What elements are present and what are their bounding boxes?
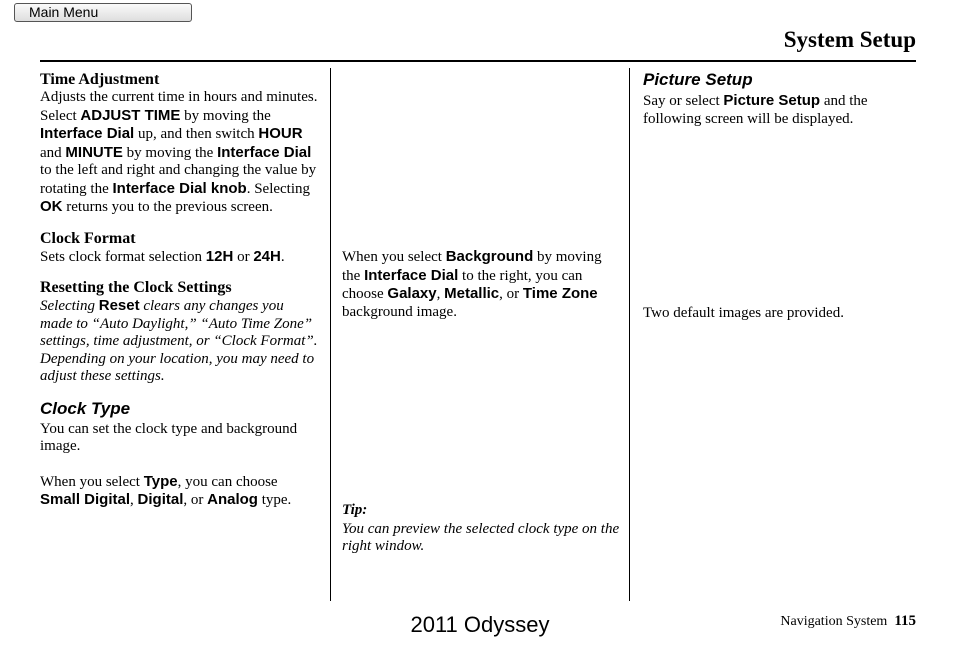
watermark: 2011 Odyssey (410, 612, 550, 637)
time-adjustment-text: Adjusts the current time in hours and minutes. Select ADJUST TIME by moving the Interface Dial up, and then switch HOUR and MINUTE by moving the Interface Dial to the left and right and changing the value by rotating the Interface Dial knob. Selecting OK returns you to the previous screen. (40, 89, 318, 215)
clock-type-intro: You can set the clock type and background image. (40, 420, 298, 454)
time-adjustment-heading: Time Adjustment (40, 71, 160, 88)
column-middle (342, 248, 620, 321)
column-divider-2 (629, 68, 630, 601)
tip-text: You can preview the selected clock type on the right window. (342, 520, 620, 554)
clock-type-heading: Clock Type (40, 398, 131, 418)
reset-heading: Resetting the Clock Settings (40, 279, 232, 296)
clock-format-text: Sets clock format selection 12H or 24H. (40, 247, 285, 265)
page-number: 115 (894, 613, 916, 629)
reset-text: Selecting Reset clears any changes you made to “Auto Daylight,” “Auto Time Zone” settings, time adjustment, or “Clock Format”. Depending on your location, you may need to adjust these settings. (40, 297, 318, 384)
main-menu-button[interactable]: Main Menu (14, 3, 192, 22)
column-left (40, 70, 318, 510)
column-right (643, 70, 918, 128)
background-text: When you select Background by moving the Interface Dial to the right, you can choose Galaxy, Metallic, or Time Zone background image. (342, 248, 602, 320)
footer-label: Navigation System (780, 614, 888, 629)
clock-type-text: When you select Type, you can choose Small Digital, Digital, or Analog type. (40, 472, 292, 508)
default-images-text: Two default images are provided. (643, 305, 844, 321)
page-title: System Setup (783, 27, 916, 52)
column-divider-1 (330, 68, 331, 601)
clock-format-heading: Clock Format (40, 229, 136, 247)
picture-setup-text: Say or select Picture Setup and the following screen will be displayed. (643, 92, 868, 127)
tip-label: Tip: (342, 502, 368, 518)
picture-setup-heading: Picture Setup (643, 70, 753, 89)
tip-box (342, 502, 622, 556)
title-rule (40, 60, 916, 62)
